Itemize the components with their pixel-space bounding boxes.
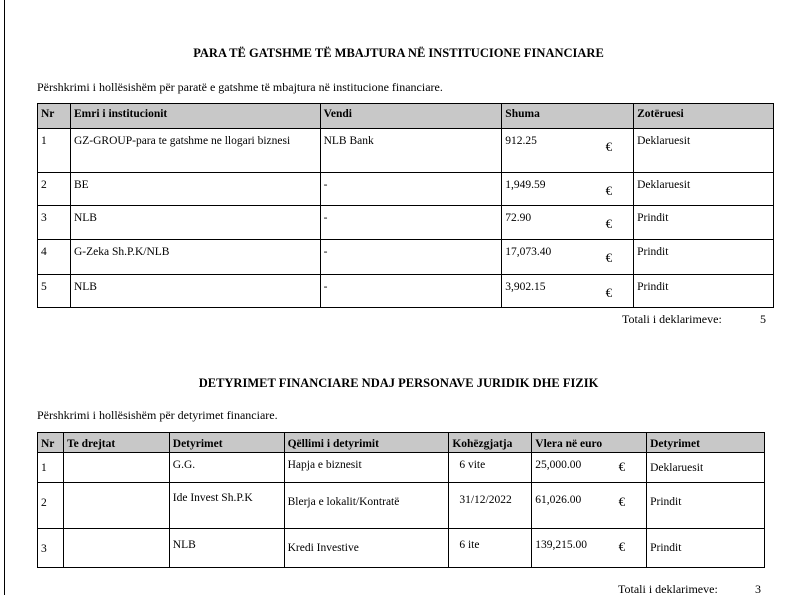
row-rights [63, 483, 169, 529]
row-nr: 4 [38, 240, 71, 275]
row-nr: 2 [38, 173, 71, 206]
row-rights [63, 453, 169, 483]
euro-icon: € [605, 216, 613, 231]
row-amount [502, 173, 634, 206]
table-row [38, 275, 774, 308]
col-value: Vlera në euro [532, 433, 647, 453]
section1-description: Përshkrimi i hollësishëm për paratë e gatshme të mbajtura në institucione financiare. [37, 80, 443, 94]
row-place: - [320, 206, 502, 240]
euro-icon: € [605, 250, 613, 265]
row-place: - [320, 275, 502, 308]
row-amount [502, 275, 634, 308]
row-institution: BE [70, 173, 320, 206]
row-institution: G-Zeka Sh.P.K/NLB [70, 240, 320, 275]
row-amount [502, 240, 634, 275]
row-nr: 3 [38, 529, 64, 568]
row-amount [502, 129, 634, 173]
row-obligation: G.G. [169, 453, 284, 483]
col-rights: Te drejtat [63, 433, 169, 453]
row-place: NLB Bank [320, 129, 502, 173]
amount-value: 3,902.15 [505, 281, 546, 293]
row-institution: GZ-GROUP-para te gatshme ne llogari biznesi [70, 129, 320, 173]
value-amount: 25,000.00 [535, 459, 582, 471]
value-amount: 139,215.00 [535, 539, 588, 551]
col-owner: Zotëruesi [634, 104, 774, 129]
euro-icon: € [618, 539, 626, 554]
section1-total-value: 5 [760, 312, 766, 326]
section2-total-value: 3 [755, 582, 761, 596]
amount-value: 72.90 [505, 212, 532, 224]
section2-title: DETYRIMET FINANCIARE NDAJ PERSONAVE JURIDIK DHE FIZIK [198, 376, 599, 390]
value-amount: 61,026.00 [535, 494, 582, 506]
row-duration: 6 ite [449, 529, 532, 568]
row-owner: Deklaruesit [634, 129, 774, 173]
row-owner: Deklaruesit [634, 173, 774, 206]
row-institution: NLB [70, 206, 320, 240]
table-row [38, 173, 774, 206]
col-nr: Nr [38, 104, 71, 129]
row-nr: 5 [38, 275, 71, 308]
euro-icon: € [605, 285, 613, 300]
row-duration: 6 vite [449, 453, 532, 483]
row-holder: Prindit [647, 529, 765, 568]
euro-icon: € [605, 183, 613, 198]
row-place: - [320, 173, 502, 206]
col-institution: Emri i institucionit [70, 104, 320, 129]
col-place: Vendi [320, 104, 502, 129]
row-place: - [320, 240, 502, 275]
row-purpose: Kredi Investive [284, 529, 449, 568]
row-obligation: Ide Invest Sh.P.K [169, 483, 284, 529]
amount-value: 912.25 [505, 135, 537, 147]
col-obligation: Detyrimet [169, 433, 284, 453]
amount-value: 17,073.40 [505, 246, 552, 258]
table-row [38, 483, 765, 529]
col-duration: Kohëzgjatja [449, 433, 532, 453]
section2-total-label: Totali i deklarimeve: [618, 582, 718, 596]
table-row [38, 529, 765, 568]
row-duration: 31/12/2022 [449, 483, 532, 529]
financial-obligations-table [37, 432, 765, 568]
euro-icon: € [618, 459, 626, 474]
table-header-row [38, 433, 765, 453]
row-purpose: Hapja e biznesit [284, 453, 449, 483]
row-value [532, 483, 647, 529]
row-nr: 3 [38, 206, 71, 240]
page-left-border [4, 0, 5, 595]
row-nr: 1 [38, 453, 64, 483]
col-nr: Nr [38, 433, 64, 453]
row-owner: Prindit [634, 275, 774, 308]
row-owner: Prindit [634, 206, 774, 240]
cash-holdings-table [37, 103, 774, 308]
row-rights [63, 529, 169, 568]
row-nr: 2 [38, 483, 64, 529]
table-row [38, 240, 774, 275]
table-header-row [38, 104, 774, 129]
row-value [532, 453, 647, 483]
section1-title: PARA TË GATSHME TË MBAJTURA NË INSTITUCIONE FINANCIARE [193, 46, 604, 60]
row-obligation: NLB [169, 529, 284, 568]
row-institution: NLB [70, 275, 320, 308]
row-nr: 1 [38, 129, 71, 173]
euro-icon: € [618, 494, 626, 509]
row-value [532, 529, 647, 568]
section1-total-label: Totali i deklarimeve: [622, 312, 722, 326]
section2-description: Përshkrimi i hollësishëm për detyrimet financiare. [37, 408, 278, 422]
row-holder: Deklaruesit [647, 453, 765, 483]
col-purpose: Qëllimi i detyrimit [284, 433, 449, 453]
amount-value: 1,949.59 [505, 179, 546, 191]
table-row [38, 453, 765, 483]
row-owner: Prindit [634, 240, 774, 275]
euro-icon: € [605, 139, 613, 154]
table-row [38, 206, 774, 240]
row-purpose: Blerja e lokalit/Kontratë [284, 483, 449, 529]
col-amount: Shuma [502, 104, 634, 129]
col-holder: Detyrimet [647, 433, 765, 453]
table-row [38, 129, 774, 173]
row-amount [502, 206, 634, 240]
row-holder: Prindit [647, 483, 765, 529]
